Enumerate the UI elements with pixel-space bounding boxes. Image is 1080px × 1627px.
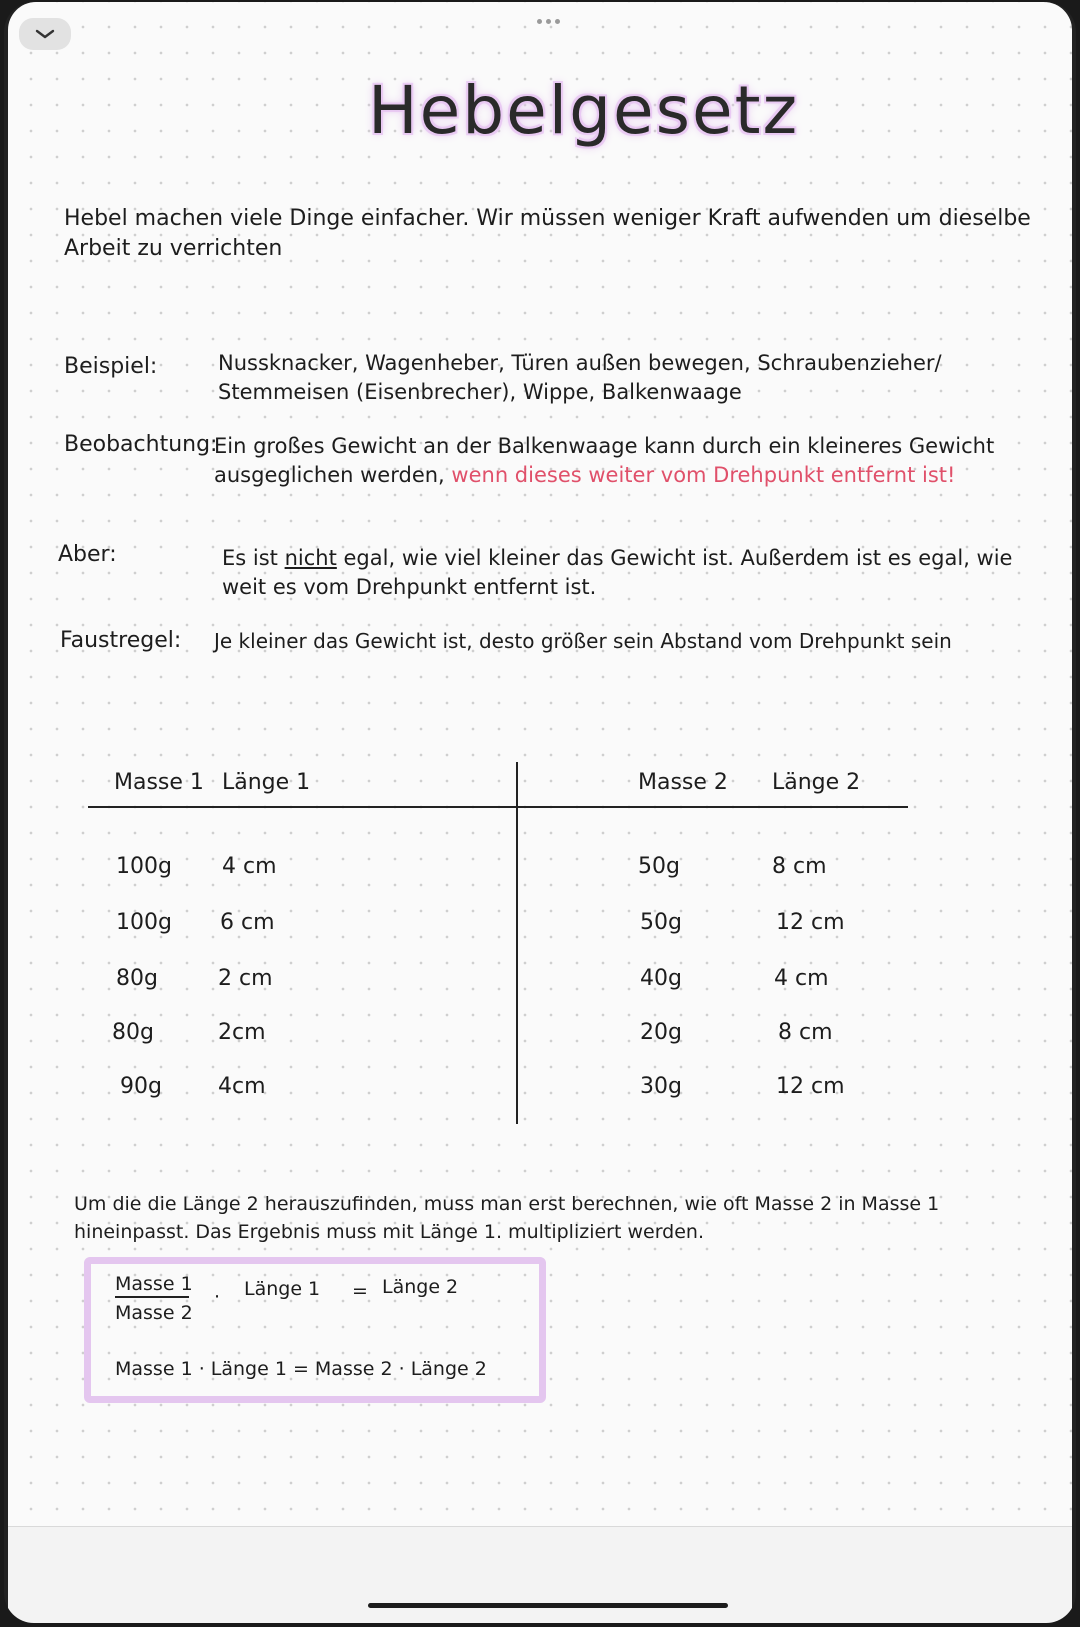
table-header-divider [88,806,908,808]
intro-text: Hebel machen viele Dinge einfacher. Wir müssen weniger Kraft aufwenden um dieselbe Arbeit zu verrichten [64,206,1031,261]
beobachtung-main: Ein großes Gewicht an der Balkenwaage kann durch ein kleineres Gewicht ausgeglichen werden, [214,434,995,487]
fraction-denominator: Masse 2 [115,1302,193,1324]
header-laenge-2: Länge 2 [772,770,861,795]
note-page[interactable] [8,2,1072,1526]
beobachtung-text [214,432,1034,490]
multitask-dots-icon[interactable] [530,16,566,26]
formula-equals: = [352,1280,368,1302]
fraction-numerator: Masse 1 [115,1273,193,1295]
beispiel-text: Nussknacker, Wagenheber, Türen außen bewegen, Schraubenzieher/ Stemmeisen (Eisenbrecher), Wippe, Balkenwaage [218,351,942,404]
header-masse-1: Masse 1 [114,770,204,795]
home-indicator[interactable] [368,1603,728,1608]
table-cell: 30g [640,1074,682,1099]
back-button[interactable] [19,18,71,50]
table-cell: 80g [112,1020,154,1045]
table-cell: 20g [640,1020,682,1045]
table-cell: 90g [120,1074,162,1099]
header-laenge-1: Länge 1 [222,770,311,795]
table-cell: 4 cm [222,854,277,879]
table-cell: 6 cm [220,910,275,935]
label-beobachtung: Beobachtung: [64,432,218,457]
explanation-text: Um die die Länge 2 herauszufinden, muss man erst berechnen, wie oft Masse 2 in Masse 1 hineinpasst. Das Ergebnis muss mit Länge 1. multipliziert werden. [74,1193,940,1243]
table-cell: 2cm [218,1020,266,1045]
table-cell: 50g [640,910,682,935]
bottom-bar [8,1526,1072,1623]
aber-text [222,544,1042,602]
table-cell: 4cm [218,1074,266,1099]
aber-pre: Es ist [222,546,278,570]
label-faustregel: Faustregel: [60,628,182,653]
label-aber: Aber: [58,542,117,567]
label-beispiel: Beispiel: [64,354,158,379]
table-cell: 100g [116,854,172,879]
table-cell: 50g [638,854,680,879]
formula-second: Masse 1 · Länge 1 = Masse 2 · Länge 2 [115,1358,487,1380]
table-cell: 12 cm [776,910,845,935]
table-cell: 100g [116,910,172,935]
table-cell: 8 cm [772,854,827,879]
table-cell: 12 cm [776,1074,845,1099]
table-cell: 2 cm [218,966,273,991]
faustregel-text: Je kleiner das Gewicht ist, desto größer sein Abstand vom Drehpunkt sein [214,629,952,653]
table-cell: 8 cm [778,1020,833,1045]
beobachtung-highlight: wenn dieses weiter vom Drehpunkt entfernt ist! [451,463,956,487]
header-masse-2: Masse 2 [638,770,728,795]
tablet-screen [4,2,1076,1623]
formula-laenge-1: Länge 1 [244,1278,321,1300]
multiply-dot: · [214,1286,221,1308]
aber-post: egal, wie viel kleiner das Gewicht ist. Außerdem ist es egal, wie weit es vom Drehpunkt entfernt ist. [222,546,1013,599]
table-cell: 40g [640,966,682,991]
table-cell: 4 cm [774,966,829,991]
formula-laenge-2: Länge 2 [382,1276,459,1298]
fraction-line [115,1296,189,1298]
aber-emph: nicht [284,546,337,570]
chevron-down-icon [35,29,55,39]
page-title: Hebelgesetz [368,72,800,149]
table-cell: 80g [116,966,158,991]
table-column-divider [516,762,518,1124]
